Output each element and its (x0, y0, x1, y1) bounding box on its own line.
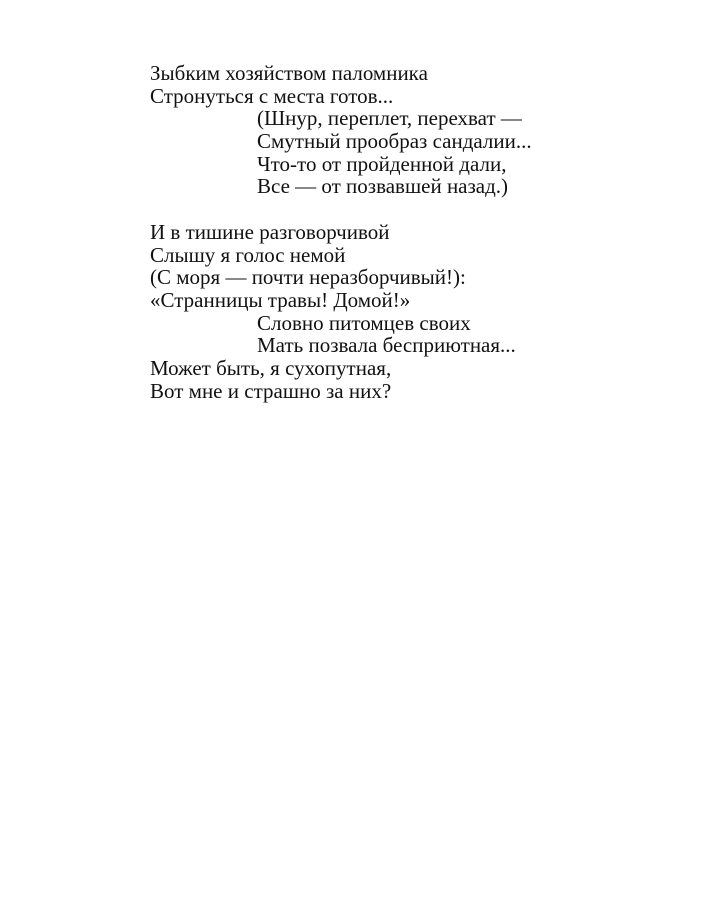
poem-line: Может быть, я сухопутная, (150, 355, 392, 380)
poem-line-indented: Все — от позвавшей назад.) (257, 174, 509, 199)
poem-line: Вот мне и страшно за них? (150, 378, 392, 403)
poem-line: И в тишине разговорчивой (150, 219, 390, 244)
poem-line: «Странницы травы! Домой!» (150, 287, 411, 312)
stanza-1 (150, 62, 532, 198)
stanza-break (150, 198, 532, 221)
poem-line: Зыбким хозяйством паломника (150, 61, 428, 85)
stanza-2 (150, 221, 532, 403)
poem (150, 62, 532, 402)
poem-line: Слышу я голос немой (150, 242, 346, 267)
poem-line: (С моря — почти неразборчивый!): (150, 265, 466, 290)
poem-line-indented: (Шнур, переплет, перехват — (257, 106, 522, 131)
poem-line: Стронуться с места готов... (150, 83, 394, 108)
poem-line-indented: Словно питомцев своих (257, 310, 471, 335)
poem-line-indented: Мать позвала бесприютная... (257, 333, 516, 358)
poem-line-indented: Смутный прообраз сандалии... (257, 129, 532, 154)
poem-line-indented: Что-то от пройденной дали, (257, 151, 507, 176)
